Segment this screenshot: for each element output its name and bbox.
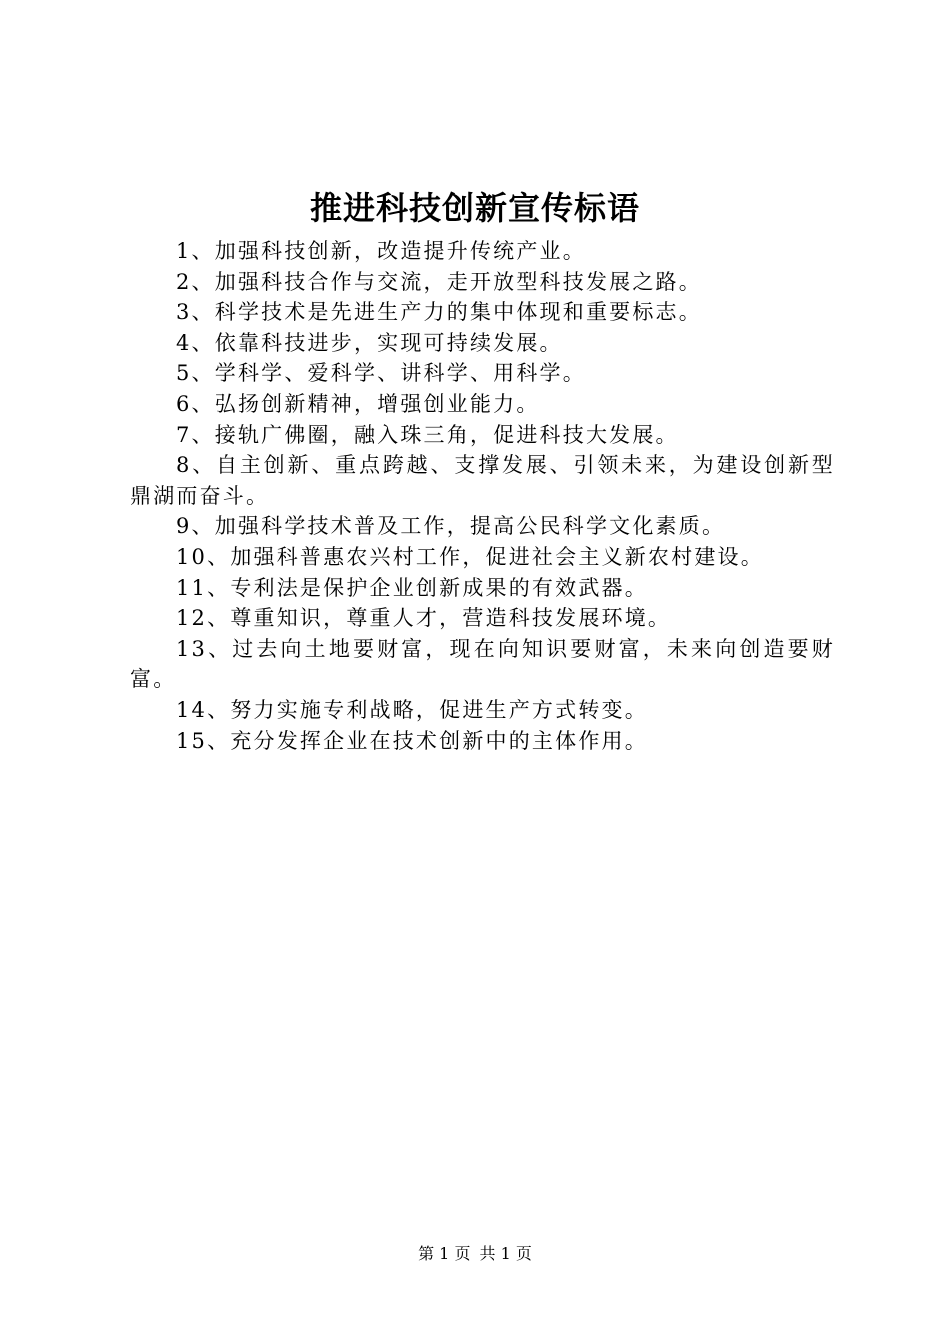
slogan-list	[130, 236, 835, 756]
slogan-item-10: 10、加强科普惠农兴村工作，促进社会主义新农村建设。	[176, 544, 764, 569]
slogan-item-1: 1、加强科技创新，改造提升传统产业。	[176, 239, 586, 263]
slogan-item-11: 11、专利法是保护企业创新成果的有效武器。	[176, 575, 648, 600]
slogan-item-4: 4、依靠科技进步，实现可持续发展。	[176, 330, 563, 355]
page-total: 共 1 页	[479, 1244, 532, 1263]
slogan-item-9: 9、加强科学技术普及工作，提高公民科学文化素质。	[176, 514, 726, 539]
slogan-item-12: 12、尊重知识，尊重人才，营造科技发展环境。	[176, 606, 672, 631]
slogan-item-6: 6、弘扬创新精神，增强创业能力。	[176, 391, 540, 416]
slogan-item-15: 15、充分发挥企业在技术创新中的主体作用。	[176, 728, 648, 753]
slogan-item-5: 5、学科学、爱科学、讲科学、用科学。	[176, 361, 586, 386]
page-footer	[0, 1243, 950, 1265]
slogan-item-13: 13、过去向土地要财富，现在向知识要财富，未来向创造要财富。	[130, 636, 835, 692]
document-title: 推进科技创新宣传标语	[309, 189, 640, 227]
slogan-item-14: 14、努力实施专利战略，促进生产方式转变。	[176, 697, 648, 722]
slogan-item-7: 7、接轨广佛圈，融入珠三角，促进科技大发展。	[176, 422, 679, 447]
page-number: 第 1 页	[418, 1244, 471, 1263]
slogan-item-2: 2、加强科技合作与交流，走开放型科技发展之路。	[176, 269, 702, 294]
slogan-item-3: 3、科学技术是先进生产力的集中体现和重要标志。	[176, 300, 702, 325]
slogan-item-8: 8、自主创新、重点跨越、支撑发展、引领未来，为建设创新型鼎湖而奋斗。	[130, 453, 835, 508]
